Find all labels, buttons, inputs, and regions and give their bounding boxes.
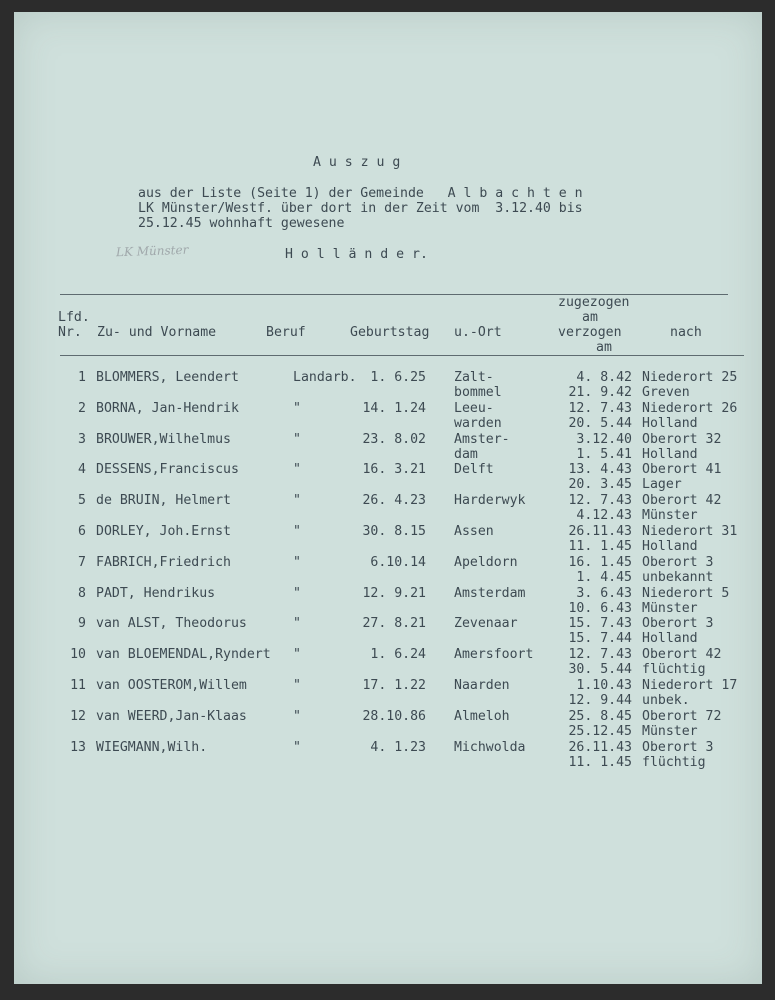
row-ort: Leeu-: [454, 400, 494, 416]
row-zugezogen-place: Oberort 42: [642, 647, 722, 663]
row-verzogen-date: 12. 9.44: [568, 693, 632, 708]
row-number: 3: [78, 431, 86, 447]
row-beruf: ": [293, 524, 301, 539]
row-zugezogen-place: Niederort 25: [642, 370, 738, 385]
row-zugezogen-place: Niederort 26: [642, 400, 738, 416]
row-number: 8: [78, 585, 86, 601]
row-number: 13: [70, 739, 86, 755]
header-beruf: Beruf: [266, 325, 306, 340]
row-beruf: ": [293, 616, 301, 632]
row-geburtstag: 4. 1.23: [370, 739, 426, 755]
header-ort: u.-Ort: [454, 325, 502, 340]
row-zugezogen-place: Oberort 3: [642, 739, 714, 755]
row-beruf: ": [293, 647, 301, 663]
row-ort: Michwolda: [454, 739, 526, 755]
row-ort: Amster-: [454, 431, 510, 447]
row-geburtstag: 23. 8.02: [362, 431, 426, 447]
row-beruf: ": [293, 400, 301, 416]
row-verzogen-place: flüchtig: [642, 662, 706, 678]
row-zugezogen-date: 4. 8.42: [576, 370, 632, 385]
row-zugezogen-place: Oberort 32: [642, 431, 722, 447]
row-name: DESSENS,Franciscus: [96, 462, 239, 478]
row-zugezogen-date: 26.11.43: [568, 739, 632, 755]
row-number: 6: [78, 524, 86, 539]
row-zugezogen-date: 13. 4.43: [568, 462, 632, 478]
row-ort: Zevenaar: [454, 616, 518, 632]
header-name: Zu- und Vorname: [97, 325, 217, 340]
row-beruf: ": [293, 554, 301, 570]
row-verzogen-date: 1. 5.41: [576, 446, 632, 462]
row-verzogen-place: Münster: [642, 723, 698, 739]
row-number: 11: [70, 678, 86, 693]
row-beruf: Landarb.: [293, 370, 357, 385]
row-ort: Naarden: [454, 678, 510, 693]
row-geburtstag: 1. 6.25: [370, 370, 426, 385]
header-nach: nach: [670, 325, 702, 340]
row-zugezogen-place: Oberort 41: [642, 462, 722, 478]
row-zugezogen-place: Oberort 72: [642, 708, 722, 724]
row-name: WIEGMANN,Wilh.: [96, 739, 208, 755]
row-geburtstag: 1. 6.24: [370, 647, 426, 663]
row-ort: Apeldorn: [454, 554, 518, 570]
row-name: PADT, Hendrikus: [96, 585, 216, 601]
row-beruf: ": [293, 708, 301, 724]
row-zugezogen-date: 26.11.43: [568, 524, 632, 539]
row-geburtstag: 17. 1.22: [362, 678, 426, 693]
header-nr: Nr.: [58, 325, 82, 340]
document-title: A u s z u g: [313, 155, 401, 170]
row-name: van WEERD,Jan-Klaas: [96, 708, 247, 724]
row-zugezogen-date: 16. 1.45: [568, 554, 632, 570]
row-verzogen-date: 4.12.43: [576, 508, 632, 524]
row-number: 12: [70, 708, 86, 724]
row-name: BROUWER,Wilhelmus: [96, 431, 231, 447]
row-ort: Delft: [454, 462, 494, 478]
row-geburtstag: 26. 4.23: [362, 493, 426, 509]
intro-line-3: 25.12.45 wohnhaft gewesene: [138, 216, 345, 231]
row-name: FABRICH,Friedrich: [96, 554, 231, 570]
row-geburtstag: 28.10.86: [362, 708, 426, 724]
row-zugezogen-date: 12. 7.43: [568, 647, 632, 663]
header-zugezogen: zugezogen: [558, 295, 630, 310]
row-name: van ALST, Theodorus: [96, 616, 247, 632]
row-verzogen-date: 11. 1.45: [568, 754, 632, 770]
row-ort: Assen: [454, 524, 494, 539]
row-number: 1: [78, 370, 86, 385]
row-verzogen-place: Holland: [642, 539, 698, 554]
row-number: 9: [78, 616, 86, 632]
header-verzogen: verzogen: [558, 325, 622, 340]
row-ort: Zalt-: [454, 370, 494, 385]
row-ort: Amsterdam: [454, 585, 526, 601]
header-geburtstag: Geburtstag: [350, 325, 430, 340]
handwritten-annotation: LK Münster: [115, 242, 189, 260]
row-geburtstag: 12. 9.21: [362, 585, 426, 601]
row-beruf: ": [293, 493, 301, 509]
row-verzogen-date: 21. 9.42: [568, 385, 632, 400]
row-number: 4: [78, 462, 86, 478]
row-name: de BRUIN, Helmert: [96, 493, 231, 509]
row-verzogen-date: 20. 3.45: [568, 477, 632, 493]
header-am-2: am: [596, 340, 612, 355]
row-geburtstag: 16. 3.21: [362, 462, 426, 478]
row-name: van OOSTEROM,Willem: [96, 678, 247, 693]
row-ort: Harderwyk: [454, 493, 526, 509]
row-beruf: ": [293, 739, 301, 755]
header-lfd: Lfd.: [58, 310, 90, 325]
row-verzogen-place: Münster: [642, 600, 698, 616]
row-verzogen-place: Greven: [642, 385, 690, 400]
row-zugezogen-place: Oberort 42: [642, 493, 722, 509]
row-zugezogen-date: 25. 8.45: [568, 708, 632, 724]
row-verzogen-place: Holland: [642, 631, 698, 647]
row-name: van BLOEMENDAL,Ryndert: [96, 647, 271, 663]
row-ort: Amersfoort: [454, 647, 534, 663]
row-ort-cont: dam: [454, 446, 478, 462]
row-zugezogen-date: 3.12.40: [576, 431, 632, 447]
row-geburtstag: 14. 1.24: [362, 400, 426, 416]
row-verzogen-place: Münster: [642, 508, 698, 524]
row-name: BLOMMERS, Leendert: [96, 370, 239, 385]
row-ort-cont: bommel: [454, 385, 502, 400]
row-number: 5: [78, 493, 86, 509]
document-subtitle: H o l l ä n d e r.: [285, 247, 428, 262]
row-number: 10: [70, 647, 86, 663]
row-zugezogen-date: 12. 7.43: [568, 400, 632, 416]
row-zugezogen-date: 15. 7.43: [568, 616, 632, 632]
row-zugezogen-date: 12. 7.43: [568, 493, 632, 509]
row-verzogen-place: unbek.: [642, 693, 690, 708]
row-verzogen-date: 30. 5.44: [568, 662, 632, 678]
row-verzogen-date: 20. 5.44: [568, 415, 632, 431]
row-zugezogen-place: Oberort 3: [642, 616, 714, 632]
row-beruf: ": [293, 431, 301, 447]
row-verzogen-place: Holland: [642, 446, 698, 462]
row-verzogen-date: 15. 7.44: [568, 631, 632, 647]
header-am-1: am: [582, 310, 598, 325]
row-zugezogen-place: Niederort 17: [642, 678, 738, 693]
row-verzogen-place: Holland: [642, 415, 698, 431]
row-zugezogen-place: Niederort 5: [642, 585, 730, 601]
row-name: BORNA, Jan-Hendrik: [96, 400, 239, 416]
row-number: 7: [78, 554, 86, 570]
table-header-rule: [60, 355, 744, 356]
row-verzogen-place: Lager: [642, 477, 682, 493]
row-zugezogen-place: Oberort 3: [642, 554, 714, 570]
row-number: 2: [78, 400, 86, 416]
intro-line-1: aus der Liste (Seite 1) der Gemeinde A l b a c h t e n: [138, 186, 583, 201]
row-verzogen-date: 10. 6.43: [568, 600, 632, 616]
row-geburtstag: 6.10.14: [370, 554, 426, 570]
intro-line-2: LK Münster/Westf. über dort in der Zeit vom 3.12.40 bis: [138, 201, 583, 216]
row-zugezogen-place: Niederort 31: [642, 524, 738, 539]
row-name: DORLEY, Joh.Ernst: [96, 524, 231, 539]
row-verzogen-date: 1. 4.45: [576, 569, 632, 585]
row-beruf: ": [293, 462, 301, 478]
row-zugezogen-date: 3. 6.43: [576, 585, 632, 601]
row-ort: Almeloh: [454, 708, 510, 724]
row-beruf: ": [293, 585, 301, 601]
row-verzogen-date: 11. 1.45: [568, 539, 632, 554]
row-verzogen-place: unbekannt: [642, 569, 714, 585]
row-zugezogen-date: 1.10.43: [576, 678, 632, 693]
row-geburtstag: 30. 8.15: [362, 524, 426, 539]
row-verzogen-date: 25.12.45: [568, 723, 632, 739]
row-geburtstag: 27. 8.21: [362, 616, 426, 632]
row-verzogen-place: flüchtig: [642, 754, 706, 770]
row-ort-cont: warden: [454, 415, 502, 431]
row-beruf: ": [293, 678, 301, 693]
